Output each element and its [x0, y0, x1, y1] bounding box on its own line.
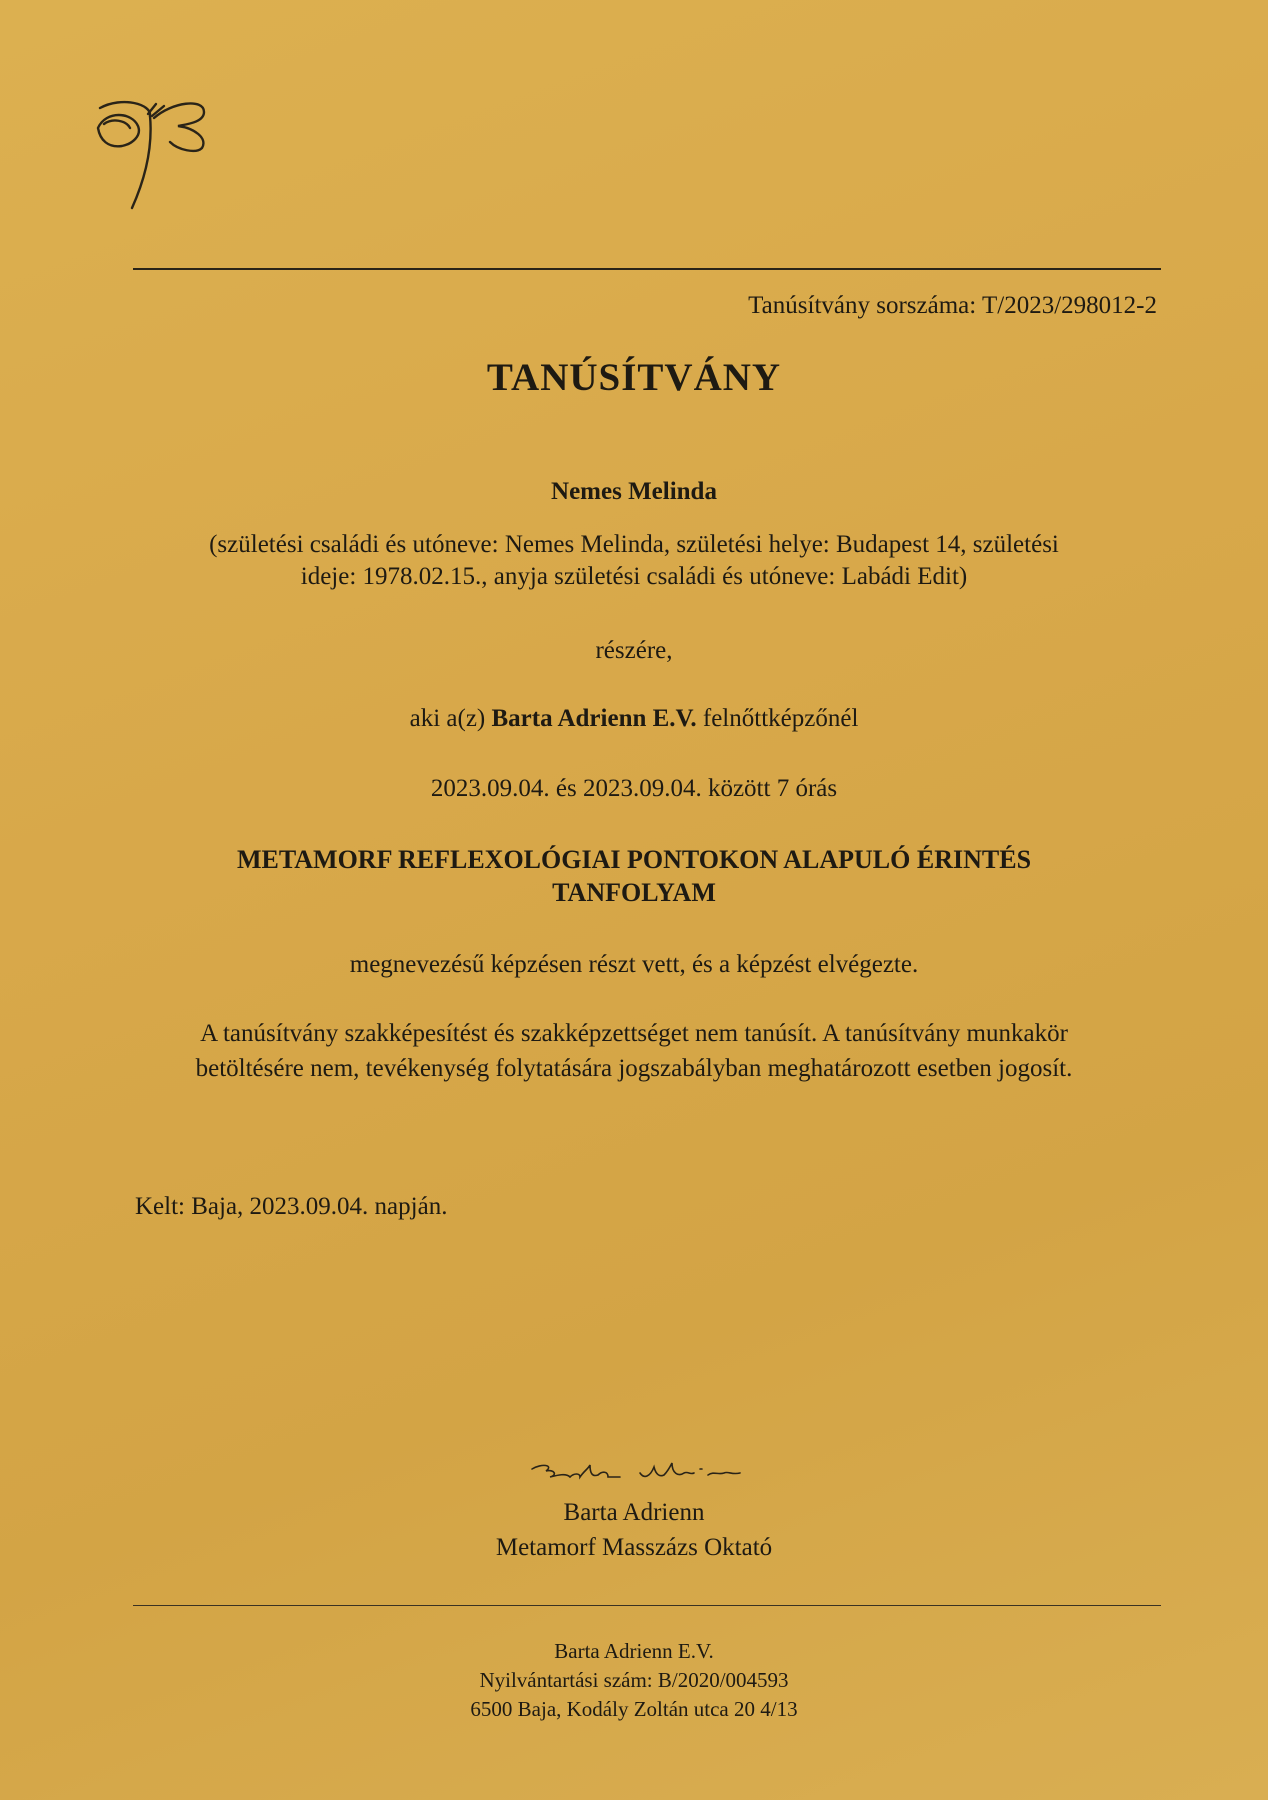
footer-address: 6500 Baja, Kodály Zoltán utca 20 4/13 [470, 1697, 798, 1721]
footer-registry-number: Nyilvántartási szám: B/2020/004593 [479, 1668, 789, 1692]
legal-notice-line-2: betöltésére nem, tevékenység folytatására jogszabályban meghatározott esetben jogosít. [195, 1055, 1073, 1082]
legal-notice-line-1: A tanúsítvány szakképesítést és szakképzettséget nem tanúsít. A tanúsítvány munkakör [200, 1020, 1068, 1047]
birth-details-line-2: ideje: 1978.02.15., anyja születési családi és utóneve: Labádi Edit) [300, 563, 968, 590]
issue-date-place: Kelt: Baja, 2023.09.04. napján. [135, 1193, 448, 1220]
certificate-serial-number: Tanúsítvány sorszáma: T/2023/298012-2 [748, 292, 1157, 319]
signatory-block [0, 1495, 1268, 1565]
signatory-role: Metamorf Masszázs Oktató [495, 1534, 773, 1561]
course-name-line-1: METAMORF REFLEXOLÓGIAI PONTOKON ALAPULÓ ÉRINTÉS [236, 845, 1032, 874]
completion-statement: megnevezésű képzésen részt vett, és a képzést elvégezte. [349, 951, 919, 978]
signatory-name: Barta Adrienn [563, 1499, 705, 1526]
legal-notice [0, 1016, 1268, 1086]
footer-info [0, 1637, 1268, 1724]
recipient-name: Nemes Melinda [551, 478, 717, 505]
top-divider [133, 268, 1161, 270]
provider-prefix: aki a(z) [409, 705, 492, 732]
footer-company: Barta Adrienn E.V. [554, 1639, 714, 1663]
butterfly-logo-icon [92, 98, 232, 213]
bottom-divider [133, 1605, 1161, 1606]
certificate-title: TANÚSÍTVÁNY [486, 356, 782, 399]
reszere-text: részére, [595, 637, 673, 664]
recipient-birth-details [0, 529, 1268, 593]
course-name [0, 843, 1268, 909]
birth-details-line-1: (születési családi és utóneve: Nemes Melinda, születési helye: Budapest 14, születési [209, 531, 1059, 558]
provider-sentence [0, 705, 1268, 733]
provider-name: Barta Adrienn E.V. [491, 705, 697, 732]
handwritten-signature [528, 1455, 758, 1495]
provider-suffix: felnőttképzőnél [696, 705, 859, 732]
course-dates: 2023.09.04. és 2023.09.04. között 7 órás [430, 775, 838, 802]
course-name-line-2: TANFOLYAM [552, 878, 716, 907]
